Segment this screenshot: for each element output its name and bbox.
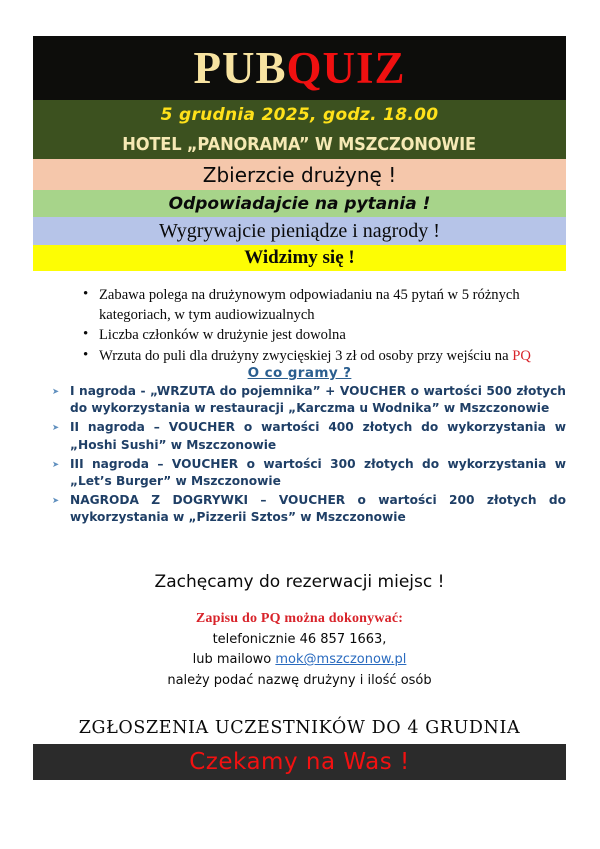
event-date-banner	[33, 100, 566, 130]
signup-email-link[interactable]: mok@mszczonow.pl	[275, 652, 407, 667]
signup-note: należy podać nazwę drużyny i ilość osób	[167, 672, 432, 688]
slogan-team-text: Zbierzcie drużynę !	[202, 162, 397, 187]
event-date-text: 5 grudnia 2025, godz. 18.00	[160, 105, 439, 125]
slogan-see-you-banner	[33, 245, 566, 271]
slogan-answer-banner	[33, 190, 566, 217]
poster-title-quiz: QUIZ	[286, 42, 406, 93]
list-item: ➤ III nagroda – VOUCHER o wartości 300 złotych do wykorzystania w „Let’s Burger” w Mszczonowie	[70, 456, 566, 490]
prizes-heading-text: O co gramy ?	[247, 365, 352, 381]
signup-section	[33, 609, 566, 691]
poster-banner-stack	[33, 36, 566, 271]
rules-section	[47, 286, 562, 367]
event-venue-text: HOTEL „PANORAMA” W MSZCZONOWIE	[122, 134, 477, 155]
entry-fee-text: Wrzuta do puli dla drużyny zwycięskiej 3 zł od osoby przy wejściu na	[99, 347, 513, 364]
signup-phone: telefonicznie 46 857 1663,	[212, 631, 387, 647]
call-to-action-text: Czekamy na Was !	[189, 749, 410, 775]
deadline-text: ZGŁOSZENIA UCZESTNIKÓW DO 4 GRUDNIA	[78, 718, 521, 738]
list-item: ➤ II nagroda – VOUCHER o wartości 400 złotych do wykorzystania w „Hoshi Sushi” w Mszczonowie	[70, 419, 566, 453]
slogan-answer-text: Odpowiadajcie na pytania !	[168, 193, 431, 214]
list-item: ➤ I nagroda - „WRZUTA do pojemnika” + VOUCHER o wartości 500 złotych do wykorzystania w restauracji „Karczma u Wodnika” w Mszczonowie	[70, 383, 566, 417]
slogan-see-you-text: Widzimy się !	[244, 247, 355, 268]
list-item: • Liczba członków w drużynie jest dowolna	[99, 326, 562, 346]
slogan-win-banner	[33, 217, 566, 245]
reservation-heading	[33, 572, 566, 592]
event-venue-banner	[33, 130, 566, 159]
reservation-heading-text: Zachęcamy do rezerwacji miejsc !	[154, 572, 445, 592]
signup-email-prefix: lub mailowo	[192, 652, 276, 667]
prizes-list	[44, 383, 566, 527]
slogan-team-banner	[33, 159, 566, 190]
rules-list	[47, 286, 562, 366]
poster-title	[193, 42, 406, 93]
prizes-heading	[33, 364, 566, 382]
list-item: • Zabawa polega na drużynowym odpowiadaniu na 45 pytań w 5 różnych kategoriach, w tym audiowizualnych	[99, 286, 562, 325]
signup-email-line	[33, 650, 566, 671]
prizes-section	[44, 383, 566, 529]
entry-fee-highlight: PQ	[512, 347, 531, 364]
poster-title-pub: PUB	[193, 42, 287, 93]
call-to-action-banner	[33, 744, 566, 780]
slogan-win-text: Wygrywajcie pieniądze i nagrody !	[159, 219, 440, 242]
poster-title-banner	[33, 36, 566, 100]
list-item: ➤ NAGRODA Z DOGRYWKI – VOUCHER o wartości 200 złotych do wykorzystania w „Pizzerii Sztos” w Mszczonowie	[70, 492, 566, 526]
signup-title: Zapisu do PQ można dokonywać:	[195, 611, 404, 626]
